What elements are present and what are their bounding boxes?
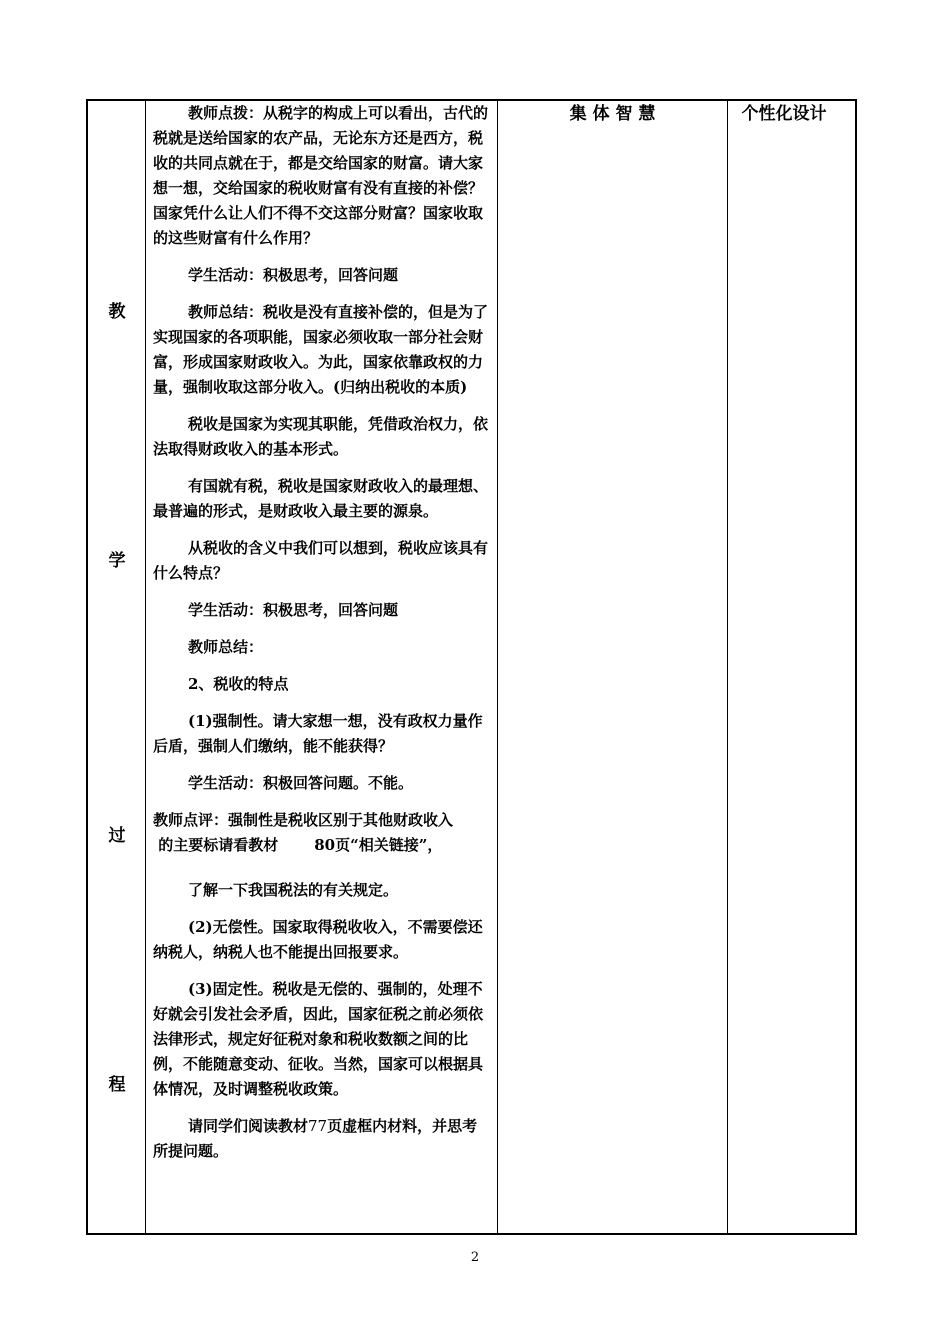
text-fragment: 请同学们阅读教材	[188, 1117, 309, 1135]
text-fragment: 标请看教材	[203, 836, 279, 854]
paragraph-textbook-link	[153, 833, 489, 858]
paragraph-tax-definition: 税收是国家为实现其职能，凭借政治权力，依法取得财政收入的基本形式。	[153, 415, 489, 458]
text-fragment: 80页“相关链接”，	[314, 836, 443, 854]
page-number: 2	[470, 1250, 480, 1265]
column-divider-3	[727, 99, 728, 1235]
paragraph-tax-law: 了解一下我国税法的有关规定。	[188, 881, 399, 899]
paragraph-question: 从税收的含义中我们可以想到，税收应该具有什么特点？	[153, 539, 489, 582]
side-label-char-1: 教	[108, 302, 126, 322]
paragraph-student-activity-1: 学生活动：积极思考，回答问题	[188, 266, 399, 284]
side-label-char-2: 学	[108, 551, 126, 571]
paragraph-compulsory: (1)强制性。请大家想一想，没有政权力量作后盾，强制人们缴纳，能不能获得？	[153, 712, 483, 755]
paragraph-reading-task	[153, 1114, 489, 1164]
paragraph-tax-source: 有国就有税，税收是国家财政收入的最理想、最普遍的形式，是财政收入最主要的源泉。	[153, 477, 489, 520]
page-reference: 77	[308, 1117, 328, 1135]
paragraph-fixed: (3)固定性。税收是无偿的、强制的，处理不好就会引发社会矛盾，因此，国家征税之前必须依法律形式，规定好征税对象和税收数额之间的比例，不能随意变动、征收。当然，国家可以根据具体情况，及时调整税收政策。	[153, 980, 484, 1098]
paragraph-teacher-comment: 教师点评：强制性是税收区别于其他财政收入	[153, 811, 454, 829]
paragraph-teacher-summary-2: 教师总结：	[188, 638, 264, 656]
section-heading-tax-features: 2、税收的特点	[188, 675, 289, 693]
collective-wisdom-header: 集 体 智 慧	[569, 104, 656, 124]
text-fragment: 的主要	[153, 836, 204, 854]
column-divider-1	[145, 99, 146, 1235]
paragraph-teacher-summary-1: 教师总结：税收是没有直接补偿的，但是为了实现国家的各项职能，国家必须收取一部分社会财富，形成国家财政收入。为此，国家依靠政权的力量，强制收取这部分收入。(归纳出税收的本质)	[153, 303, 489, 396]
text-fragment: 页虚框内材料，并思考所提问题。	[153, 1117, 478, 1160]
paragraph-student-activity-2: 学生活动：积极思考，回答问题	[188, 601, 399, 619]
paragraph-gratuitous: (2)无偿性。国家取得税收收入，不需要偿还纳税人，纳税人也不能提出回报要求。	[153, 918, 483, 961]
paragraph-teacher-guidance: 教师点拨：从税字的构成上可以看出，古代的税就是送给国家的农产品，无论东方还是西方，税收的共同点就在于，都是交给国家的财富。请大家想一想，交给国家的税收财富有没有直接的补偿？国家凭什么让人们不得不交这部分财富？国家收取的这些财富有什么作用？	[153, 104, 489, 247]
teaching-content	[153, 101, 489, 1176]
column-divider-2	[497, 99, 498, 1235]
side-label-char-3: 过	[108, 826, 126, 846]
personalized-design-header: 个性化设计	[741, 104, 827, 124]
paragraph-student-activity-3: 学生活动：积极回答问题。不能。	[188, 774, 414, 792]
side-label-char-4: 程	[108, 1075, 126, 1095]
